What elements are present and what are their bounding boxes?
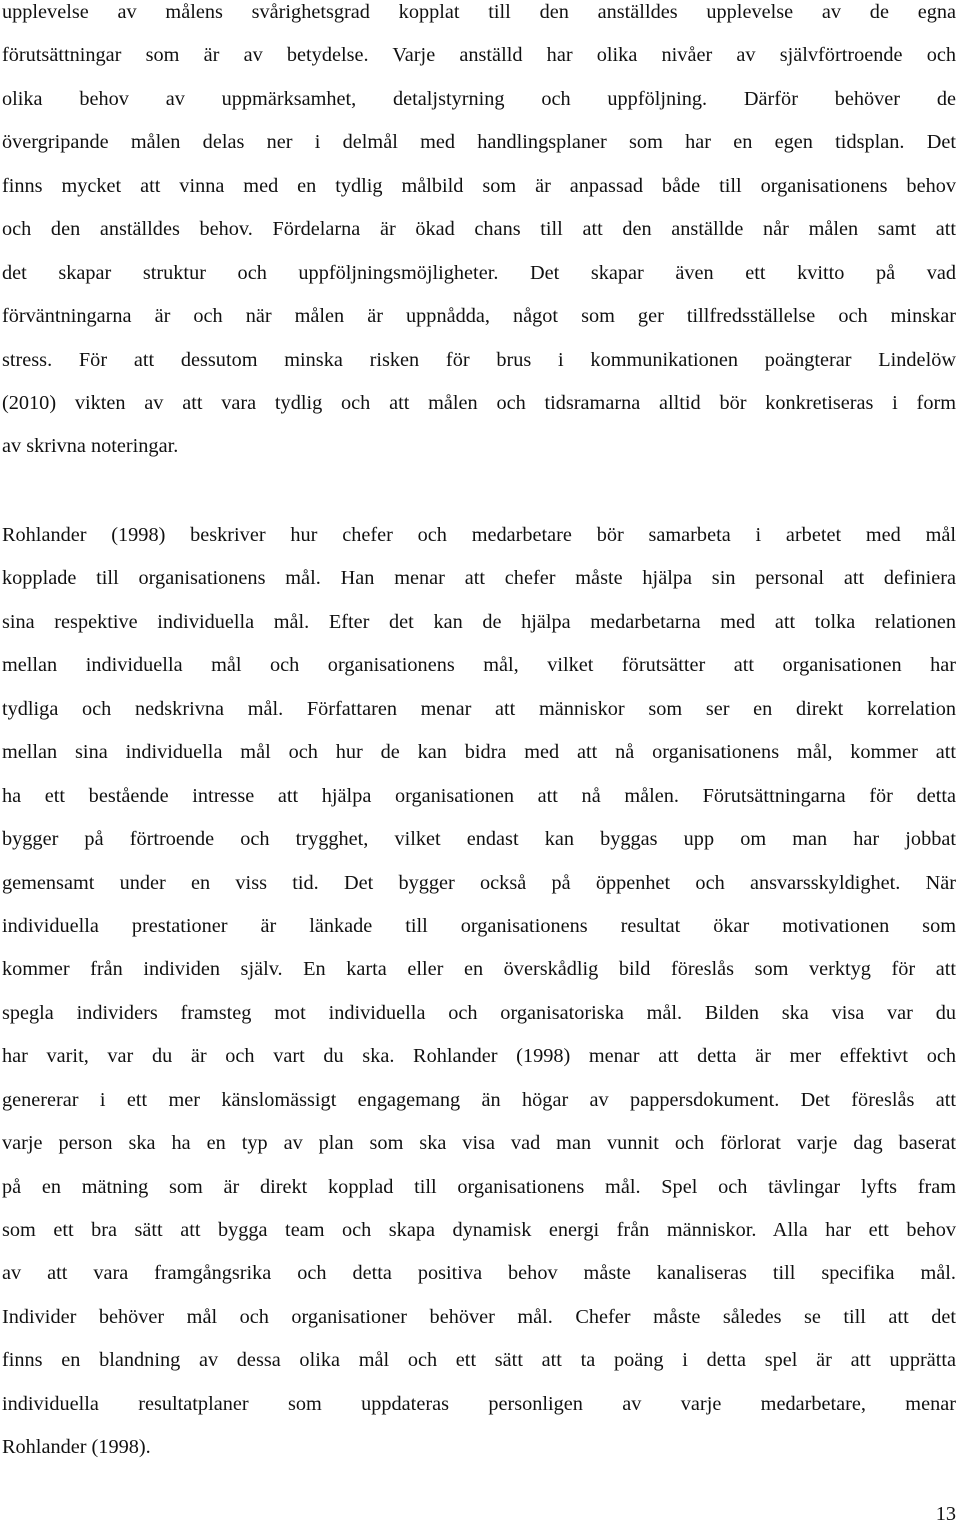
text-line: tydliga och nedskrivna mål. Författaren menar att människor som ser en direkt korrelation [2,697,956,720]
text-line: varje person ska ha en typ av plan som ska visa vad man vunnit och förlorat varje dag baserat [2,1132,956,1155]
text-line: förväntningarna är och när målen är uppnådda, något som ger tillfredsställelse och minskar [2,305,956,328]
text-line: individuella prestationer är länkade till organisationens resultat ökar motivationen som [2,914,956,937]
text-line: bygger på förtroende och trygghet, vilket endast kan byggas upp om man har jobbat [2,828,956,851]
text-line: av att vara framgångsrika och detta positiva behov måste kanaliseras till specifika mål. [2,1262,956,1285]
text-line: stress. För att dessutom minska risken för brus i kommunikationen poängterar Lindelöw [2,348,956,371]
text-line: övergripande målen delas ner i delmål med handlingsplaner som har en egen tidsplan. Det [2,131,956,154]
text-line: gemensamt under en viss tid. Det bygger också på öppenhet och ansvarsskyldighet. När [2,871,956,894]
body-paragraph [2,514,956,1470]
text-line: mellan individuella mål och organisationens mål, vilket förutsätter att organisationen har [2,654,956,677]
text-line: som ett bra sätt att bygga team och skapa dynamisk energi från människor. Alla har ett behov [2,1219,956,1241]
text-line: (2010) vikten av att vara tydlig och att målen och tidsramarna alltid bör konkretiseras i form [2,391,956,414]
text-line: olika behov av uppmärksamhet, detaljstyrning och uppföljning. Därför behöver de [2,87,956,110]
page-number: 13 [935,1503,956,1525]
text-line: och den anställdes behov. Fördelarna är ökad chans till att den anställde når målen samt att [2,218,956,241]
text-line: finns en blandning av dessa olika mål och ett sätt att ta poäng i detta spel är att upprätta [2,1349,956,1372]
text-line: av skrivna noteringar. [2,435,179,458]
text-line: Rohlander (1998) beskriver hur chefer och medarbetare bör samarbeta i arbetet med mål [2,524,956,546]
text-line: har varit, var du är och vart du ska. Rohlander (1998) menar att detta är mer effektivt och [2,1045,956,1068]
text-line: det skapar struktur och uppföljningsmöjligheter. Det skapar även ett kvitto på vad [2,261,956,284]
text-line: spegla individers framsteg mot individuella och organisatoriska mål. Bilden ska visa var du [2,1001,956,1024]
text-line: upplevelse av målens svårighetsgrad kopplat till den anställdes upplevelse av de egna [2,1,956,23]
text-line: mellan sina individuella mål och hur de kan bidra med att nå organisationens mål, kommer att [2,741,956,764]
text-line: kopplade till organisationens mål. Han menar att chefer måste hjälpa sin personal att definiera [2,567,956,590]
text-line: Individer behöver mål och organisationer behöver mål. Chefer måste således se till att det [2,1305,956,1328]
text-line: finns mycket att vinna med en tydlig målbild som är anpassad både till organisationens behov [2,174,956,197]
text-line: genererar i ett mer känslomässigt engagemang än högar av pappersdokument. Det föreslås att [2,1088,956,1111]
text-line: Rohlander (1998). [2,1436,151,1459]
text-line: kommer från individen själv. En karta eller en överskådlig bild föreslås som verktyg för att [2,958,956,981]
body-paragraph [2,0,956,469]
text-line: på en mätning som är direkt kopplad till organisationens mål. Spel och tävlingar lyfts fram [2,1175,956,1198]
text-line: ha ett bestående intresse att hjälpa organisationen att nå målen. Förutsättningarna för detta [2,784,956,807]
text-line: förutsättningar som är av betydelse. Varje anställd har olika nivåer av självförtroende och [2,44,956,67]
text-line: individuella resultatplaner som uppdateras personligen av varje medarbetare, menar [2,1392,956,1415]
text-line: sina respektive individuella mål. Efter det kan de hjälpa medarbetarna med att tolka relationen [2,610,956,633]
